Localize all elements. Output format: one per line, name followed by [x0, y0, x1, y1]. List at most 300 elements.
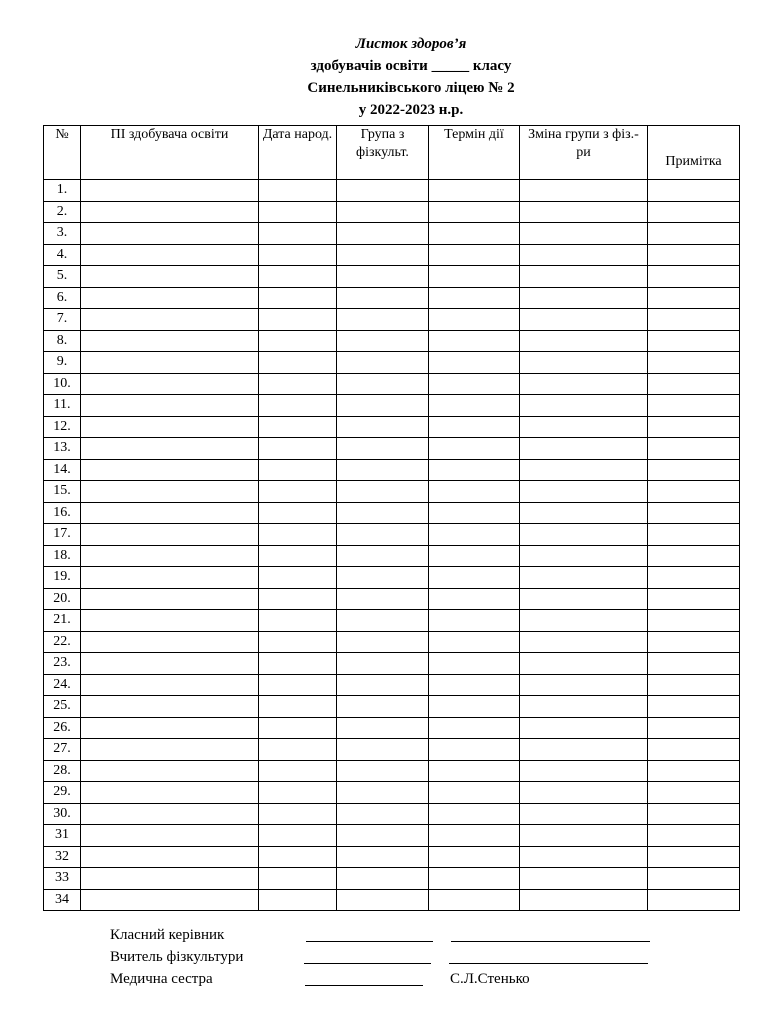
table-row: [44, 545, 740, 567]
cell-pe-group[interactable]: [337, 481, 429, 503]
table-row: [44, 223, 740, 245]
header-note: Примітка: [648, 126, 740, 180]
cell-birth-date[interactable]: [259, 309, 337, 331]
row-number: 29.: [44, 782, 81, 804]
cell-note[interactable]: [648, 502, 740, 524]
cell-pe-group[interactable]: [337, 330, 429, 352]
signature-row-class-teacher: [110, 924, 710, 946]
cell-note[interactable]: [648, 825, 740, 847]
table-row: [44, 373, 740, 395]
cell-pe-group[interactable]: [337, 244, 429, 266]
cell-name[interactable]: [81, 545, 259, 567]
cell-term[interactable]: [429, 739, 520, 761]
row-number: 11.: [44, 395, 81, 417]
cell-note[interactable]: [648, 868, 740, 890]
cell-birth-date[interactable]: [259, 760, 337, 782]
table-row: [44, 717, 740, 739]
table-row: [44, 180, 740, 202]
cell-pe-group[interactable]: [337, 631, 429, 653]
table-row: [44, 416, 740, 438]
signature-name: С.Л.Стенько: [450, 971, 530, 987]
cell-note[interactable]: [648, 201, 740, 223]
cell-note[interactable]: [648, 330, 740, 352]
row-number: 22.: [44, 631, 81, 653]
cell-term[interactable]: [429, 244, 520, 266]
cell-pe-group[interactable]: [337, 717, 429, 739]
table-row: [44, 674, 740, 696]
table-row: [44, 438, 740, 460]
cell-birth-date[interactable]: [259, 696, 337, 718]
signature-role: Класний керівник: [110, 927, 225, 943]
row-number: 30.: [44, 803, 81, 825]
cell-note[interactable]: [648, 373, 740, 395]
signature-row-nurse: [110, 968, 710, 990]
cell-name[interactable]: [81, 674, 259, 696]
table-row: [44, 889, 740, 911]
cell-name[interactable]: [81, 244, 259, 266]
row-number: 6.: [44, 287, 81, 309]
table-row: [44, 481, 740, 503]
cell-group-change[interactable]: [520, 352, 648, 374]
cell-birth-date[interactable]: [259, 373, 337, 395]
cell-pe-group[interactable]: [337, 846, 429, 868]
cell-term[interactable]: [429, 309, 520, 331]
row-number: 5.: [44, 266, 81, 288]
cell-pe-group[interactable]: [337, 545, 429, 567]
table-row: [44, 846, 740, 868]
cell-note[interactable]: [648, 459, 740, 481]
cell-group-change[interactable]: [520, 395, 648, 417]
cell-term[interactable]: [429, 287, 520, 309]
cell-birth-date[interactable]: [259, 782, 337, 804]
row-number: 21.: [44, 610, 81, 632]
cell-name[interactable]: [81, 739, 259, 761]
cell-birth-date[interactable]: [259, 180, 337, 202]
row-number: 19.: [44, 567, 81, 589]
cell-pe-group[interactable]: [337, 567, 429, 589]
row-number: 8.: [44, 330, 81, 352]
cell-group-change[interactable]: [520, 502, 648, 524]
table-row: [44, 567, 740, 589]
row-number: 4.: [44, 244, 81, 266]
cell-group-change[interactable]: [520, 653, 648, 675]
cell-name[interactable]: [81, 373, 259, 395]
table-row: [44, 696, 740, 718]
cell-term[interactable]: [429, 352, 520, 374]
row-number: 24.: [44, 674, 81, 696]
cell-term[interactable]: [429, 631, 520, 653]
cell-group-change[interactable]: [520, 846, 648, 868]
cell-birth-date[interactable]: [259, 352, 337, 374]
cell-term[interactable]: [429, 803, 520, 825]
cell-pe-group[interactable]: [337, 868, 429, 890]
cell-name[interactable]: [81, 610, 259, 632]
cell-pe-group[interactable]: [337, 696, 429, 718]
row-number: 23.: [44, 653, 81, 675]
table-row: [44, 803, 740, 825]
cell-note[interactable]: [648, 567, 740, 589]
cell-pe-group[interactable]: [337, 287, 429, 309]
table-row: [44, 739, 740, 761]
cell-name[interactable]: [81, 653, 259, 675]
table-body: [44, 180, 740, 911]
cell-birth-date[interactable]: [259, 502, 337, 524]
table-row: [44, 352, 740, 374]
cell-birth-date[interactable]: [259, 631, 337, 653]
cell-name[interactable]: [81, 567, 259, 589]
cell-note[interactable]: [648, 309, 740, 331]
table-row: [44, 395, 740, 417]
cell-note[interactable]: [648, 760, 740, 782]
table-row: [44, 760, 740, 782]
table-row: [44, 782, 740, 804]
cell-term[interactable]: [429, 223, 520, 245]
cell-birth-date[interactable]: [259, 846, 337, 868]
cell-birth-date[interactable]: [259, 266, 337, 288]
row-number: 26.: [44, 717, 81, 739]
cell-group-change[interactable]: [520, 674, 648, 696]
cell-pe-group[interactable]: [337, 459, 429, 481]
row-number: 25.: [44, 696, 81, 718]
cell-birth-date[interactable]: [259, 416, 337, 438]
cell-birth-date[interactable]: [259, 739, 337, 761]
cell-term[interactable]: [429, 610, 520, 632]
cell-term[interactable]: [429, 330, 520, 352]
table-row: [44, 201, 740, 223]
table-row: [44, 524, 740, 546]
cell-name[interactable]: [81, 889, 259, 911]
cell-note[interactable]: [648, 739, 740, 761]
cell-name[interactable]: [81, 588, 259, 610]
cell-birth-date[interactable]: [259, 717, 337, 739]
cell-note[interactable]: [648, 696, 740, 718]
cell-birth-date[interactable]: [259, 244, 337, 266]
cell-name[interactable]: [81, 846, 259, 868]
cell-note[interactable]: [648, 545, 740, 567]
cell-group-change[interactable]: [520, 287, 648, 309]
cell-pe-group[interactable]: [337, 760, 429, 782]
table-row: [44, 309, 740, 331]
cell-name[interactable]: [81, 502, 259, 524]
signature-line: [306, 941, 433, 942]
cell-note[interactable]: [648, 266, 740, 288]
cell-pe-group[interactable]: [337, 782, 429, 804]
cell-pe-group[interactable]: [337, 438, 429, 460]
row-number: 12.: [44, 416, 81, 438]
cell-note[interactable]: [648, 395, 740, 417]
row-number: 16.: [44, 502, 81, 524]
table-row: [44, 502, 740, 524]
signature-role: Медична сестра: [110, 971, 213, 987]
cell-name[interactable]: [81, 438, 259, 460]
row-number: 28.: [44, 760, 81, 782]
cell-group-change[interactable]: [520, 760, 648, 782]
table-row: [44, 868, 740, 890]
cell-term[interactable]: [429, 416, 520, 438]
cell-note[interactable]: [648, 717, 740, 739]
cell-pe-group[interactable]: [337, 610, 429, 632]
cell-name[interactable]: [81, 330, 259, 352]
cell-term[interactable]: [429, 524, 520, 546]
cell-group-change[interactable]: [520, 524, 648, 546]
cell-birth-date[interactable]: [259, 825, 337, 847]
cell-group-change[interactable]: [520, 180, 648, 202]
cell-term[interactable]: [429, 459, 520, 481]
cell-birth-date[interactable]: [259, 868, 337, 890]
cell-pe-group[interactable]: [337, 352, 429, 374]
cell-birth-date[interactable]: [259, 588, 337, 610]
cell-group-change[interactable]: [520, 868, 648, 890]
cell-pe-group[interactable]: [337, 803, 429, 825]
cell-group-change[interactable]: [520, 244, 648, 266]
cell-name[interactable]: [81, 631, 259, 653]
cell-term[interactable]: [429, 545, 520, 567]
title-line-2: здобувачів освіти _____ класу: [310, 58, 512, 74]
cell-name[interactable]: [81, 760, 259, 782]
cell-group-change[interactable]: [520, 889, 648, 911]
cell-group-change[interactable]: [520, 717, 648, 739]
cell-pe-group[interactable]: [337, 309, 429, 331]
row-number: 17.: [44, 524, 81, 546]
cell-group-change[interactable]: [520, 416, 648, 438]
cell-birth-date[interactable]: [259, 459, 337, 481]
header-birth-date: Дата народ.: [259, 126, 337, 180]
cell-pe-group[interactable]: [337, 502, 429, 524]
cell-pe-group[interactable]: [337, 889, 429, 911]
cell-term[interactable]: [429, 760, 520, 782]
cell-pe-group[interactable]: [337, 266, 429, 288]
cell-pe-group[interactable]: [337, 825, 429, 847]
cell-note[interactable]: [648, 438, 740, 460]
document-title: [0, 33, 768, 121]
cell-note[interactable]: [648, 782, 740, 804]
cell-pe-group[interactable]: [337, 180, 429, 202]
row-number: 27.: [44, 739, 81, 761]
cell-pe-group[interactable]: [337, 373, 429, 395]
cell-note[interactable]: [648, 244, 740, 266]
cell-note[interactable]: [648, 180, 740, 202]
cell-note[interactable]: [648, 846, 740, 868]
row-number: 13.: [44, 438, 81, 460]
cell-birth-date[interactable]: [259, 567, 337, 589]
signature-role: Вчитель фізкультури: [110, 949, 244, 965]
cell-birth-date[interactable]: [259, 201, 337, 223]
row-number: 18.: [44, 545, 81, 567]
cell-note[interactable]: [648, 223, 740, 245]
row-number: 20.: [44, 588, 81, 610]
cell-name[interactable]: [81, 459, 259, 481]
cell-term[interactable]: [429, 889, 520, 911]
cell-term[interactable]: [429, 438, 520, 460]
header-term: Термін дії: [429, 126, 520, 180]
table-row: [44, 825, 740, 847]
cell-note[interactable]: [648, 610, 740, 632]
cell-name[interactable]: [81, 201, 259, 223]
row-number: 14.: [44, 459, 81, 481]
cell-pe-group[interactable]: [337, 588, 429, 610]
table-row: [44, 588, 740, 610]
cell-term[interactable]: [429, 373, 520, 395]
cell-birth-date[interactable]: [259, 524, 337, 546]
row-number: 15.: [44, 481, 81, 503]
row-number: 33: [44, 868, 81, 890]
cell-term[interactable]: [429, 868, 520, 890]
cell-note[interactable]: [648, 803, 740, 825]
header-num: №: [44, 126, 81, 180]
signature-line: [305, 985, 423, 986]
row-number: 1.: [44, 180, 81, 202]
table-row: [44, 631, 740, 653]
cell-birth-date[interactable]: [259, 438, 337, 460]
row-number: 32: [44, 846, 81, 868]
cell-note[interactable]: [648, 674, 740, 696]
row-number: 3.: [44, 223, 81, 245]
cell-group-change[interactable]: [520, 223, 648, 245]
cell-pe-group[interactable]: [337, 524, 429, 546]
cell-term[interactable]: [429, 674, 520, 696]
cell-term[interactable]: [429, 266, 520, 288]
cell-name[interactable]: [81, 416, 259, 438]
cell-name[interactable]: [81, 825, 259, 847]
cell-term[interactable]: [429, 846, 520, 868]
cell-birth-date[interactable]: [259, 287, 337, 309]
health-register-table: [43, 125, 740, 911]
cell-name[interactable]: [81, 223, 259, 245]
cell-group-change[interactable]: [520, 631, 648, 653]
cell-name[interactable]: [81, 266, 259, 288]
cell-term[interactable]: [429, 567, 520, 589]
cell-term[interactable]: [429, 588, 520, 610]
title-line-4: у 2022-2023 н.р.: [358, 102, 464, 118]
cell-pe-group[interactable]: [337, 223, 429, 245]
cell-name[interactable]: [81, 481, 259, 503]
row-number: 34: [44, 889, 81, 911]
table-row: [44, 266, 740, 288]
cell-group-change[interactable]: [520, 309, 648, 331]
cell-name[interactable]: [81, 287, 259, 309]
cell-pe-group[interactable]: [337, 653, 429, 675]
cell-name[interactable]: [81, 352, 259, 374]
name-line: [451, 941, 650, 942]
signature-line: [304, 963, 431, 964]
cell-pe-group[interactable]: [337, 739, 429, 761]
cell-birth-date[interactable]: [259, 610, 337, 632]
table-row: [44, 287, 740, 309]
cell-birth-date[interactable]: [259, 481, 337, 503]
cell-group-change[interactable]: [520, 201, 648, 223]
cell-pe-group[interactable]: [337, 395, 429, 417]
cell-note[interactable]: [648, 352, 740, 374]
header-pe-group: Група з фізкульт.: [337, 126, 429, 180]
cell-term[interactable]: [429, 481, 520, 503]
cell-birth-date[interactable]: [259, 395, 337, 417]
row-number: 10.: [44, 373, 81, 395]
cell-note[interactable]: [648, 631, 740, 653]
cell-birth-date[interactable]: [259, 674, 337, 696]
cell-group-change[interactable]: [520, 782, 648, 804]
cell-group-change[interactable]: [520, 696, 648, 718]
cell-term[interactable]: [429, 782, 520, 804]
cell-note[interactable]: [648, 416, 740, 438]
header-group-change: Зміна групи з фіз.- ри: [520, 126, 648, 180]
cell-name[interactable]: [81, 696, 259, 718]
cell-group-change[interactable]: [520, 825, 648, 847]
cell-note[interactable]: [648, 889, 740, 911]
cell-pe-group[interactable]: [337, 201, 429, 223]
cell-group-change[interactable]: [520, 739, 648, 761]
cell-term[interactable]: [429, 502, 520, 524]
table-row: [44, 459, 740, 481]
cell-group-change[interactable]: [520, 610, 648, 632]
cell-term[interactable]: [429, 696, 520, 718]
cell-name[interactable]: [81, 309, 259, 331]
signature-block: [110, 924, 710, 990]
cell-group-change[interactable]: [520, 438, 648, 460]
cell-name[interactable]: [81, 180, 259, 202]
name-line: [449, 963, 648, 964]
cell-note[interactable]: [648, 653, 740, 675]
cell-name[interactable]: [81, 803, 259, 825]
table-row: [44, 244, 740, 266]
cell-name[interactable]: [81, 782, 259, 804]
row-number: 9.: [44, 352, 81, 374]
table-row: [44, 330, 740, 352]
cell-note[interactable]: [648, 481, 740, 503]
cell-name[interactable]: [81, 868, 259, 890]
cell-birth-date[interactable]: [259, 653, 337, 675]
cell-pe-group[interactable]: [337, 674, 429, 696]
cell-group-change[interactable]: [520, 373, 648, 395]
cell-note[interactable]: [648, 588, 740, 610]
title-line-3: Синельниківського ліцею № 2: [307, 80, 515, 96]
cell-group-change[interactable]: [520, 481, 648, 503]
cell-term[interactable]: [429, 395, 520, 417]
title-line-1: Листок здоров’я: [355, 36, 467, 52]
cell-group-change[interactable]: [520, 266, 648, 288]
row-number: 7.: [44, 309, 81, 331]
cell-birth-date[interactable]: [259, 223, 337, 245]
cell-birth-date[interactable]: [259, 889, 337, 911]
row-number: 2.: [44, 201, 81, 223]
cell-note[interactable]: [648, 287, 740, 309]
cell-birth-date[interactable]: [259, 330, 337, 352]
row-number: 31: [44, 825, 81, 847]
cell-group-change[interactable]: [520, 588, 648, 610]
cell-group-change[interactable]: [520, 803, 648, 825]
table-header-row: [44, 126, 740, 180]
cell-term[interactable]: [429, 180, 520, 202]
cell-term[interactable]: [429, 653, 520, 675]
cell-group-change[interactable]: [520, 567, 648, 589]
cell-group-change[interactable]: [520, 330, 648, 352]
cell-birth-date[interactable]: [259, 803, 337, 825]
signature-row-pe-teacher: [110, 946, 710, 968]
cell-note[interactable]: [648, 524, 740, 546]
cell-term[interactable]: [429, 201, 520, 223]
table-row: [44, 610, 740, 632]
cell-pe-group[interactable]: [337, 416, 429, 438]
cell-name[interactable]: [81, 717, 259, 739]
header-name: ПІ здобувача освіти: [81, 126, 259, 180]
cell-birth-date[interactable]: [259, 545, 337, 567]
cell-group-change[interactable]: [520, 459, 648, 481]
cell-term[interactable]: [429, 717, 520, 739]
cell-name[interactable]: [81, 524, 259, 546]
cell-name[interactable]: [81, 395, 259, 417]
cell-group-change[interactable]: [520, 545, 648, 567]
table-row: [44, 653, 740, 675]
cell-term[interactable]: [429, 825, 520, 847]
